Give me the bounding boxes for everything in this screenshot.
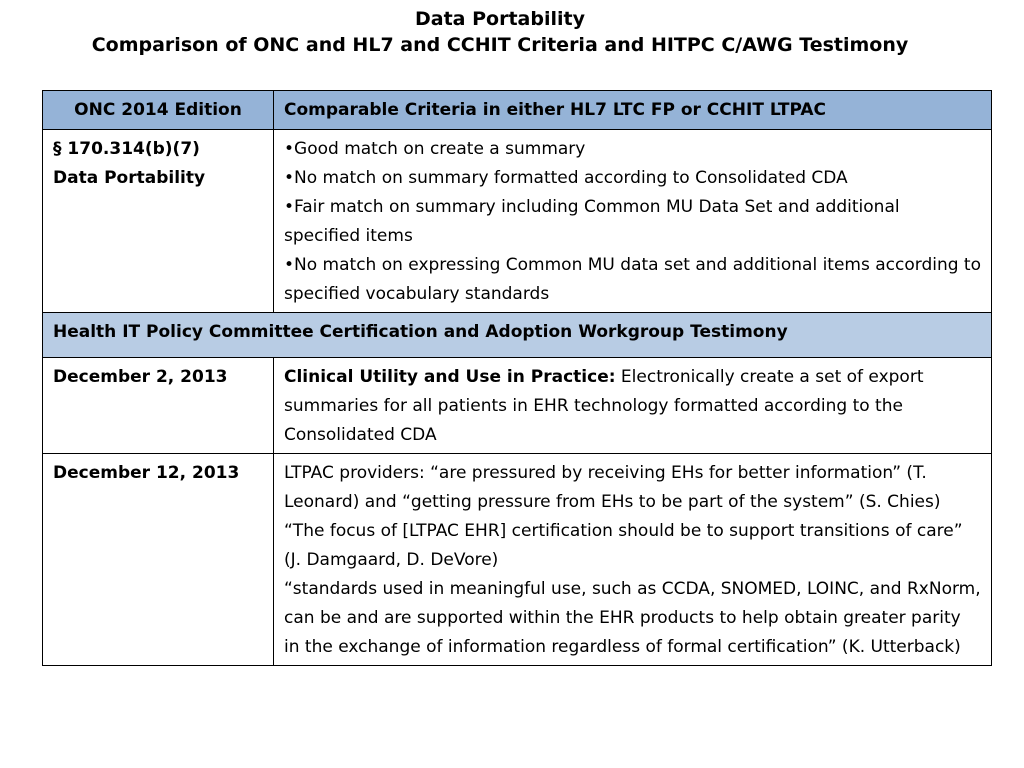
testimony-body: Electronically create a set of export summaries for all patients in EHR technology formatted according to the Consolidated CDA <box>284 367 924 445</box>
criterion-section: § 170.314(b)(7) <box>53 139 200 159</box>
title-line-1: Data Portability <box>415 8 585 30</box>
testimony-text-cell <box>274 358 992 454</box>
criterion-bullets-cell <box>274 130 992 313</box>
bullet-item: •Fair match on summary including Common MU Data Set and additional specified items <box>284 197 900 246</box>
testimony-quotes-cell <box>274 454 992 666</box>
table-header-row <box>43 91 992 130</box>
criterion-cell <box>43 130 274 313</box>
testimony-quote: “standards used in meaningful use, such as CCDA, SNOMED, LOINC, and RxNorm, can be and are supported within the EHR products to help obtain greater parity in the exchange of information regardless of formal certification” (K. Utterback) <box>284 579 981 657</box>
testimony-date: December 12, 2013 <box>43 454 274 666</box>
header-onc-2014-edition: ONC 2014 Edition <box>43 91 274 130</box>
section-header-hitpc-testimony: Health IT Policy Committee Certification and Adoption Workgroup Testimony <box>43 313 992 358</box>
testimony-row <box>43 358 992 454</box>
comparison-table <box>42 90 992 666</box>
criterion-row <box>43 130 992 313</box>
criterion-name: Data Portability <box>53 168 206 188</box>
testimony-row <box>43 454 992 666</box>
bullet-item: •Good match on create a summary <box>284 139 586 159</box>
header-comparable-criteria: Comparable Criteria in either HL7 LTC FP or CCHIT LTPAC <box>274 91 992 130</box>
testimony-lead: Clinical Utility and Use in Practice: <box>284 367 616 387</box>
bullet-item: •No match on expressing Common MU data set and additional items according to specified vocabulary standards <box>284 255 981 304</box>
section-header-row <box>43 313 992 358</box>
testimony-date: December 2, 2013 <box>43 358 274 454</box>
title-line-2: Comparison of ONC and HL7 and CCHIT Criteria and HITPC C/AWG Testimony <box>91 34 909 56</box>
testimony-quote: “The focus of [LTPAC EHR] certification should be to support transitions of care” (J. Damgaard, D. DeVore) <box>284 521 963 570</box>
bullet-item: •No match on summary formatted according to Consolidated CDA <box>284 168 848 188</box>
slide-title <box>0 6 1000 58</box>
testimony-quote: LTPAC providers: “are pressured by receiving EHs for better information” (T. Leonard) and “getting pressure from EHs to be part of the system” (S. Chies) <box>284 463 941 512</box>
